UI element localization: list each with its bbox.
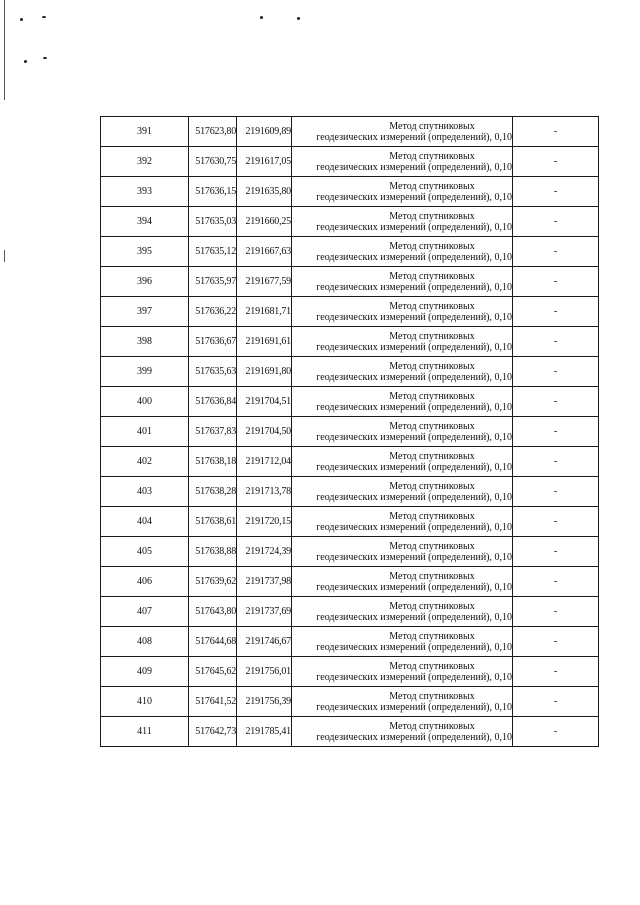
table-row <box>101 537 599 567</box>
method-line-2: геодезических измерений (определений), 0,10 <box>316 221 512 233</box>
scan-edge-line <box>4 0 5 100</box>
method-line-1: Метод спутниковых <box>389 600 475 612</box>
table-row <box>101 447 599 477</box>
method-cell <box>292 417 513 447</box>
scan-speck <box>42 16 46 18</box>
description-cell: - <box>513 117 599 147</box>
method-cell <box>292 357 513 387</box>
method-line-1: Метод спутниковых <box>389 510 475 522</box>
description-cell: - <box>513 417 599 447</box>
method-cell <box>292 507 513 537</box>
table-row <box>101 147 599 177</box>
point-number: 391 <box>101 117 189 147</box>
method-cell <box>292 537 513 567</box>
table-row <box>101 207 599 237</box>
coordinate-y: 2191737,69 <box>237 597 292 627</box>
point-number: 401 <box>101 417 189 447</box>
scan-speck <box>260 16 263 19</box>
description-cell: - <box>513 537 599 567</box>
method-line-1: Метод спутниковых <box>389 630 475 642</box>
table-row <box>101 507 599 537</box>
coordinate-y: 2191724,39 <box>237 537 292 567</box>
point-number: 397 <box>101 297 189 327</box>
table-row <box>101 267 599 297</box>
coordinate-y: 2191712,04 <box>237 447 292 477</box>
description-cell: - <box>513 177 599 207</box>
coordinate-x: 517644,68 <box>189 627 237 657</box>
coordinate-x: 517642,73 <box>189 717 237 747</box>
method-line-2: геодезических измерений (определений), 0,10 <box>316 521 512 533</box>
description-cell: - <box>513 627 599 657</box>
method-line-1: Метод спутниковых <box>389 210 475 222</box>
coordinate-y: 2191617,05 <box>237 147 292 177</box>
method-cell <box>292 147 513 177</box>
point-number: 400 <box>101 387 189 417</box>
coordinate-y: 2191691,61 <box>237 327 292 357</box>
method-cell <box>292 387 513 417</box>
description-cell: - <box>513 507 599 537</box>
method-cell <box>292 267 513 297</box>
method-line-2: геодезических измерений (определений), 0,10 <box>316 131 512 143</box>
method-line-1: Метод спутниковых <box>389 240 475 252</box>
coordinate-y: 2191720,15 <box>237 507 292 537</box>
coordinate-x: 517637,83 <box>189 417 237 447</box>
coordinate-y: 2191635,80 <box>237 177 292 207</box>
method-cell <box>292 117 513 147</box>
method-line-2: геодезических измерений (определений), 0,10 <box>316 191 512 203</box>
coordinate-x: 517638,28 <box>189 477 237 507</box>
method-cell <box>292 477 513 507</box>
coordinate-y: 2191677,59 <box>237 267 292 297</box>
description-cell: - <box>513 687 599 717</box>
method-line-1: Метод спутниковых <box>389 360 475 372</box>
point-number: 394 <box>101 207 189 237</box>
table-row <box>101 357 599 387</box>
coordinate-x: 517638,18 <box>189 447 237 477</box>
method-line-2: геодезических измерений (определений), 0,10 <box>316 731 512 743</box>
method-line-1: Метод спутниковых <box>389 540 475 552</box>
method-line-2: геодезических измерений (определений), 0,10 <box>316 461 512 473</box>
method-line-1: Метод спутниковых <box>389 180 475 192</box>
coordinate-x: 517636,15 <box>189 177 237 207</box>
method-line-1: Метод спутниковых <box>389 300 475 312</box>
method-line-2: геодезических измерений (определений), 0,10 <box>316 281 512 293</box>
method-cell <box>292 687 513 717</box>
coordinate-y: 2191691,80 <box>237 357 292 387</box>
method-cell <box>292 657 513 687</box>
point-number: 409 <box>101 657 189 687</box>
description-cell: - <box>513 147 599 177</box>
method-line-1: Метод спутниковых <box>389 720 475 732</box>
coordinate-y: 2191756,39 <box>237 687 292 717</box>
method-line-2: геодезических измерений (определений), 0,10 <box>316 581 512 593</box>
method-line-1: Метод спутниковых <box>389 660 475 672</box>
coordinate-y: 2191609,89 <box>237 117 292 147</box>
method-line-2: геодезических измерений (определений), 0,10 <box>316 701 512 713</box>
description-cell: - <box>513 597 599 627</box>
description-cell: - <box>513 717 599 747</box>
coordinate-x: 517635,63 <box>189 357 237 387</box>
point-number: 403 <box>101 477 189 507</box>
table-row <box>101 627 599 657</box>
point-number: 402 <box>101 447 189 477</box>
method-line-2: геодезических измерений (определений), 0,10 <box>316 551 512 563</box>
point-number: 411 <box>101 717 189 747</box>
method-line-2: геодезических измерений (определений), 0,10 <box>316 311 512 323</box>
coordinate-x: 517635,03 <box>189 207 237 237</box>
coordinate-x: 517623,80 <box>189 117 237 147</box>
coordinate-y: 2191746,67 <box>237 627 292 657</box>
point-number: 399 <box>101 357 189 387</box>
method-cell <box>292 717 513 747</box>
method-line-1: Метод спутниковых <box>389 330 475 342</box>
description-cell: - <box>513 567 599 597</box>
method-cell <box>292 297 513 327</box>
point-number: 398 <box>101 327 189 357</box>
scan-edge-line <box>4 250 5 262</box>
point-number: 392 <box>101 147 189 177</box>
description-cell: - <box>513 477 599 507</box>
coordinate-y: 2191667,63 <box>237 237 292 267</box>
coordinate-y: 2191785,41 <box>237 717 292 747</box>
method-line-1: Метод спутниковых <box>389 270 475 282</box>
table-row <box>101 657 599 687</box>
method-line-2: геодезических измерений (определений), 0,10 <box>316 401 512 413</box>
coordinate-x: 517638,88 <box>189 537 237 567</box>
method-line-2: геодезических измерений (определений), 0,10 <box>316 671 512 683</box>
scan-speck <box>24 60 27 63</box>
description-cell: - <box>513 237 599 267</box>
coordinates-table <box>100 116 599 747</box>
scan-speck <box>20 18 23 21</box>
point-number: 408 <box>101 627 189 657</box>
description-cell: - <box>513 357 599 387</box>
method-line-2: геодезических измерений (определений), 0,10 <box>316 491 512 503</box>
method-cell <box>292 237 513 267</box>
table-row <box>101 177 599 207</box>
method-line-1: Метод спутниковых <box>389 150 475 162</box>
method-line-1: Метод спутниковых <box>389 390 475 402</box>
table-row <box>101 327 599 357</box>
coordinate-y: 2191756,01 <box>237 657 292 687</box>
coordinate-x: 517635,97 <box>189 267 237 297</box>
table-row <box>101 597 599 627</box>
description-cell: - <box>513 387 599 417</box>
method-line-2: геодезических измерений (определений), 0,10 <box>316 641 512 653</box>
method-line-1: Метод спутниковых <box>389 690 475 702</box>
table-row <box>101 117 599 147</box>
method-cell <box>292 327 513 357</box>
point-number: 396 <box>101 267 189 297</box>
method-cell <box>292 567 513 597</box>
method-cell <box>292 177 513 207</box>
method-cell <box>292 207 513 237</box>
coordinate-x: 517645,62 <box>189 657 237 687</box>
table-row <box>101 567 599 597</box>
description-cell: - <box>513 267 599 297</box>
description-cell: - <box>513 657 599 687</box>
description-cell: - <box>513 447 599 477</box>
point-number: 395 <box>101 237 189 267</box>
coordinate-x: 517638,61 <box>189 507 237 537</box>
coordinate-x: 517636,84 <box>189 387 237 417</box>
table-row <box>101 387 599 417</box>
table-row <box>101 297 599 327</box>
point-number: 406 <box>101 567 189 597</box>
coordinates-table-body <box>101 117 599 747</box>
method-line-2: геодезических измерений (определений), 0,10 <box>316 161 512 173</box>
table-row <box>101 717 599 747</box>
coordinate-x: 517636,67 <box>189 327 237 357</box>
coordinate-x: 517635,12 <box>189 237 237 267</box>
description-cell: - <box>513 207 599 237</box>
scan-speck <box>43 57 47 59</box>
point-number: 404 <box>101 507 189 537</box>
point-number: 405 <box>101 537 189 567</box>
coordinate-x: 517636,22 <box>189 297 237 327</box>
point-number: 407 <box>101 597 189 627</box>
coordinate-y: 2191704,50 <box>237 417 292 447</box>
coordinate-y: 2191704,51 <box>237 387 292 417</box>
point-number: 410 <box>101 687 189 717</box>
method-line-2: геодезических измерений (определений), 0,10 <box>316 431 512 443</box>
table-row <box>101 687 599 717</box>
method-line-2: геодезических измерений (определений), 0,10 <box>316 251 512 263</box>
description-cell: - <box>513 297 599 327</box>
coordinate-y: 2191681,71 <box>237 297 292 327</box>
method-line-1: Метод спутниковых <box>389 480 475 492</box>
method-line-1: Метод спутниковых <box>389 420 475 432</box>
coordinate-x: 517643,80 <box>189 597 237 627</box>
method-cell <box>292 627 513 657</box>
coordinate-x: 517630,75 <box>189 147 237 177</box>
point-number: 393 <box>101 177 189 207</box>
method-line-1: Метод спутниковых <box>389 120 475 132</box>
method-line-2: геодезических измерений (определений), 0,10 <box>316 371 512 383</box>
coordinate-y: 2191660,25 <box>237 207 292 237</box>
method-line-2: геодезических измерений (определений), 0,10 <box>316 341 512 353</box>
method-line-1: Метод спутниковых <box>389 450 475 462</box>
coordinate-y: 2191737,98 <box>237 567 292 597</box>
table-row <box>101 237 599 267</box>
method-cell <box>292 597 513 627</box>
coordinate-y: 2191713,78 <box>237 477 292 507</box>
method-line-2: геодезических измерений (определений), 0,10 <box>316 611 512 623</box>
method-line-1: Метод спутниковых <box>389 570 475 582</box>
coordinate-x: 517639,62 <box>189 567 237 597</box>
coordinate-x: 517641,52 <box>189 687 237 717</box>
table-row <box>101 477 599 507</box>
description-cell: - <box>513 327 599 357</box>
table-row <box>101 417 599 447</box>
scan-speck <box>297 17 300 20</box>
method-cell <box>292 447 513 477</box>
